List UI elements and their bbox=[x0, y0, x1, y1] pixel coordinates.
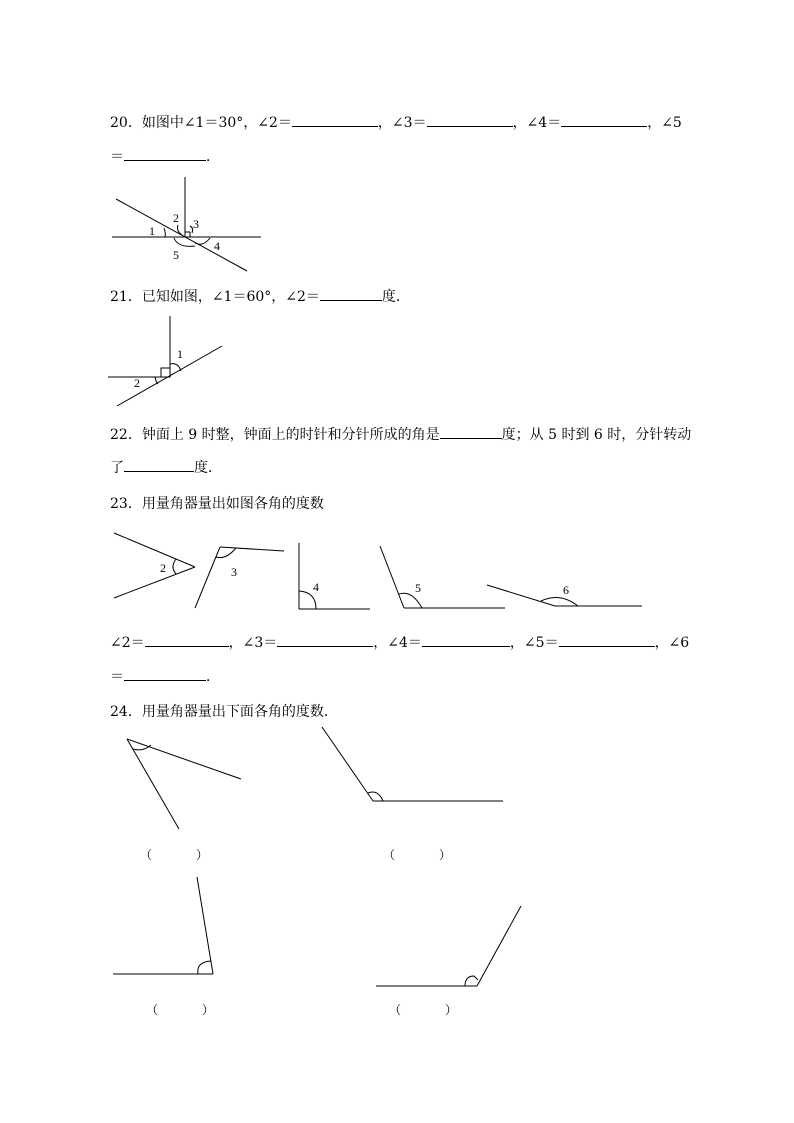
q21-line: 21．已知如图，∠1＝60°，∠2＝ 度． bbox=[110, 289, 410, 305]
q24-answer-c[interactable]: （ ） bbox=[146, 1003, 215, 1017]
q24-answer-a[interactable]: （ ） bbox=[140, 848, 209, 862]
q21-figure bbox=[108, 316, 222, 406]
q20-label-5: 5 bbox=[173, 248, 179, 262]
q22-line1: 22．钟面上 9 时整，钟面上的时针和分针所成的角是 度；从 5 时到 6 时，分针转动 bbox=[110, 427, 692, 443]
q24-answer-d[interactable]: （ ） bbox=[389, 1003, 458, 1017]
q22-line2: 了 度． bbox=[110, 460, 222, 476]
q23-figure-angle6 bbox=[487, 583, 642, 606]
q23-figure-angle4 bbox=[299, 543, 370, 609]
q23-title: 23．用量角器量出如图各角的度数 bbox=[110, 496, 324, 512]
q21-label-2: 2 bbox=[134, 376, 140, 390]
q23-answers: ∠2＝ ，∠3＝ ，∠4＝ ，∠5＝ ，∠6 bbox=[110, 635, 690, 651]
q23-label-3: 3 bbox=[231, 565, 237, 579]
q23-label-6: 6 bbox=[563, 583, 569, 597]
q24-answer-b[interactable]: （ ） bbox=[383, 848, 452, 862]
q23-label-4: 4 bbox=[313, 580, 319, 594]
q24-figure-b bbox=[322, 727, 503, 801]
q21-label-1: 1 bbox=[177, 347, 183, 361]
q20-line2: ＝ ． bbox=[110, 149, 220, 165]
q20-number: 20． bbox=[110, 115, 142, 131]
q20-figure bbox=[112, 177, 261, 271]
q24-figure-a bbox=[127, 739, 241, 829]
q20-label-1: 1 bbox=[149, 224, 155, 238]
q23-figure-angle5 bbox=[380, 546, 505, 608]
q24-title: 24．用量角器量出下面各角的度数． bbox=[110, 704, 338, 720]
q23-answers-line2: ＝ ． bbox=[110, 669, 220, 685]
q23-figure-angle2 bbox=[114, 533, 195, 598]
q23-figure-angle3 bbox=[195, 547, 284, 608]
q20-label-4: 4 bbox=[214, 239, 220, 253]
q20-label-3: 3 bbox=[193, 217, 199, 231]
q23-label-2: 2 bbox=[160, 561, 166, 575]
q23-label-5: 5 bbox=[415, 581, 421, 595]
q24-figure-c bbox=[113, 877, 213, 974]
q20-label-2: 2 bbox=[173, 211, 179, 225]
q24-figure-d bbox=[376, 906, 521, 986]
q20-line1: 20．如图中∠1＝30°，∠2＝ ，∠3＝ ，∠4＝ ，∠5 bbox=[110, 115, 682, 131]
